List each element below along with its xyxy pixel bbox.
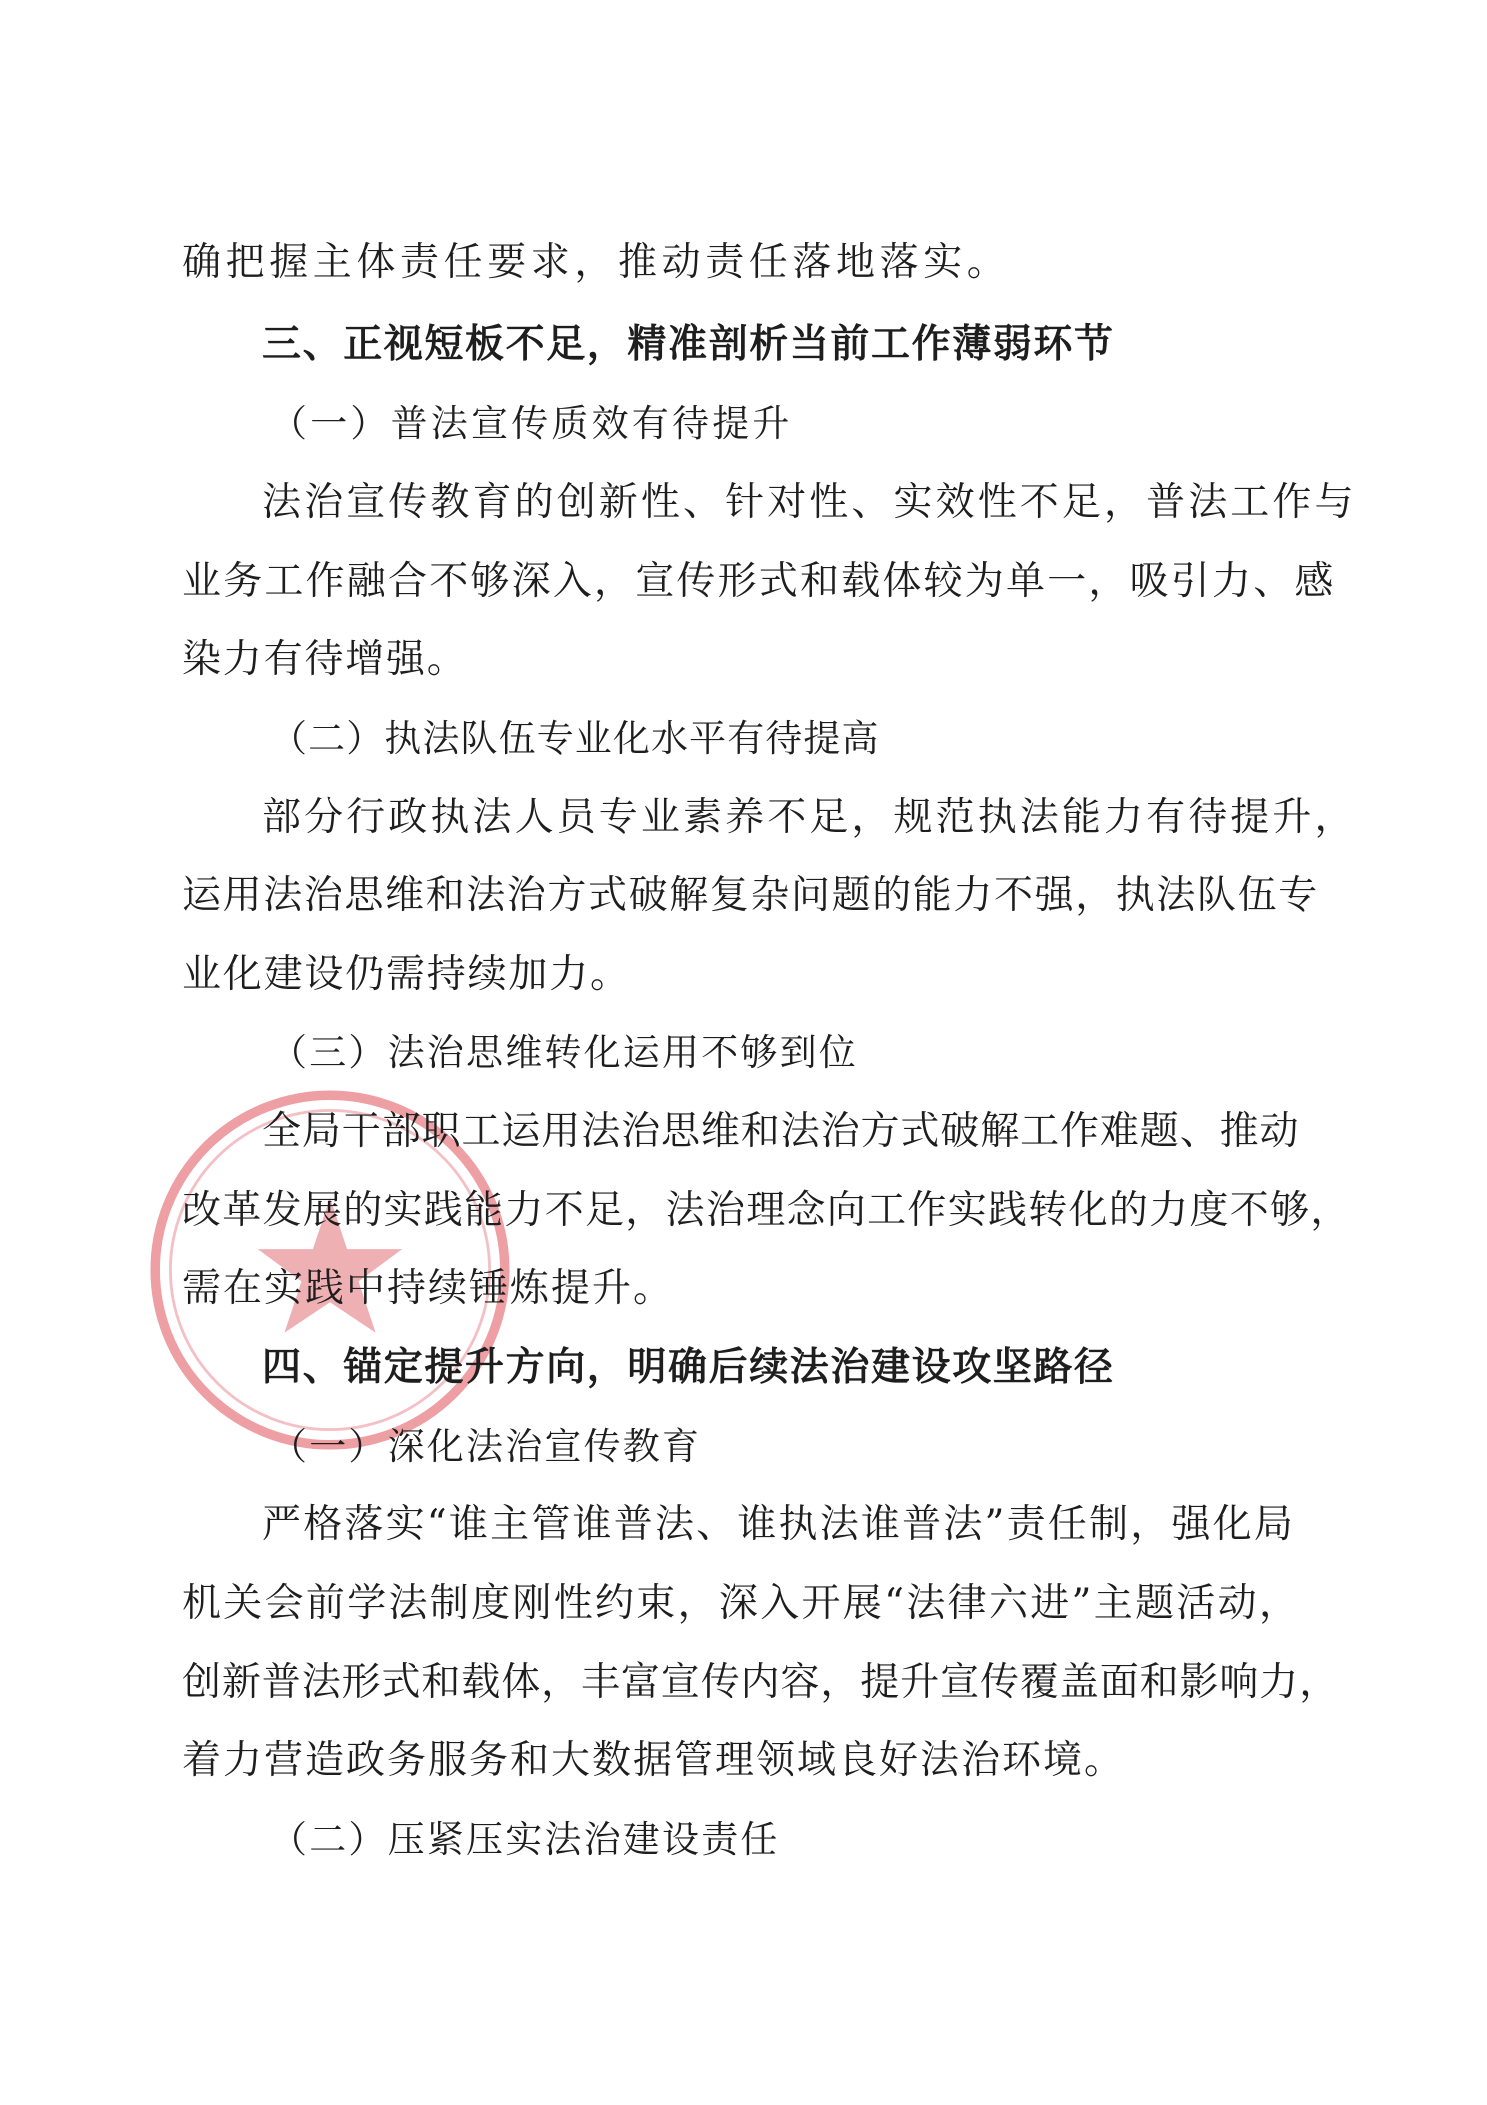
subsection-heading: （一）普法宣传质效有待提升 [270,402,793,445]
body-line: 确把握主体责任要求，推动责任落地落实。 [182,240,1011,285]
subsection-heading: （二）压紧压实法治建设责任 [270,1818,780,1861]
body-line: 染力有待增强。 [182,637,468,682]
section-heading: 四、锚定提升方向，明确后续法治建设攻坚路径 [262,1345,1115,1390]
section-heading: 三、正视短板不足，精准剖析当前工作薄弱环节 [262,322,1115,367]
body-line: 部分行政执法人员专业素养不足，规范执法能力有待提升， [262,795,1357,840]
body-line: 着力营造政务服务和大数据管理领域良好法治环境。 [182,1738,1126,1783]
body-line: 创新普法形式和载体，丰富宣传内容，提升宣传覆盖面和影响力， [182,1660,1340,1705]
subsection-heading: （二）执法队伍专业化水平有待提高 [270,717,880,760]
body-line: 法治宣传教育的创新性、针对性、实效性不足，普法工作与 [262,480,1357,525]
subsection-heading: （一）深化法治宣传教育 [270,1425,702,1468]
subsection-heading: （三）法治思维转化运用不够到位 [270,1031,858,1074]
body-line: 严格落实“谁主管谁普法、谁执法谁普法”责任制，强化局 [262,1502,1296,1547]
body-line: 全局干部职工运用法治思维和法治方式破解工作难题、推动 [262,1109,1300,1154]
body-line: 改革发展的实践能力不足，法治理念向工作实践转化的力度不够， [182,1188,1351,1233]
body-line: 运用法治思维和法治方式破解复杂问题的能力不强，执法队伍专 [182,873,1319,918]
body-line: 机关会前学法制度刚性约束，深入开展“法律六进”主题活动， [182,1581,1301,1626]
body-line: 业务工作融合不够深入，宣传形式和载体较为单一，吸引力、感 [182,559,1336,604]
body-line: 业化建设仍需持续加力。 [182,952,631,997]
body-line: 需在实践中持续锤炼提升。 [182,1266,675,1311]
